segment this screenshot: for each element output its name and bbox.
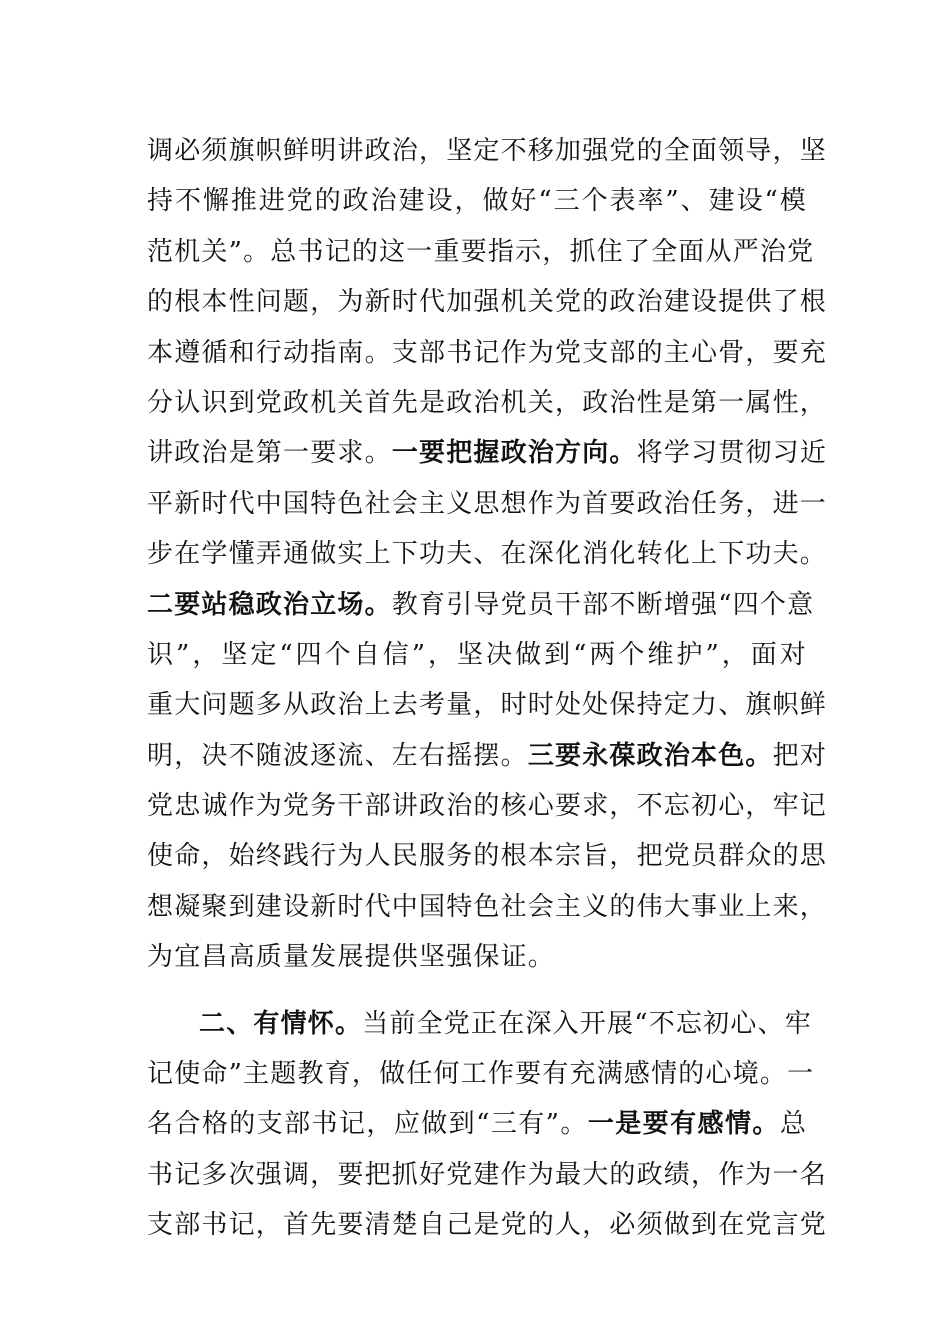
body-text [147,126,828,1251]
paragraph-line: 分认识到党政机关首先是政治机关，政治性是第一属性， [147,387,828,418]
paragraph-line: 党忠诚作为党务干部讲政治的核心要求，不忘初心，牢记 [147,791,828,822]
bold-heading: 一要把握政治方向。 [391,438,637,469]
paragraph-line: 记使命”主题教育，做任何工作要有充满感情的心境。一 [147,1059,815,1090]
plain-text: 教育引导党员干部不断增强“四个意 [391,589,815,620]
paragraph-line: 书记多次强调，要把抓好党建作为最大的政绩，作为一名 [147,1159,828,1190]
paragraph-gap [147,983,807,999]
paragraph-line: 步在学懂弄通做实上下功夫、在深化消化转化上下功夫。 [147,539,828,570]
paragraph-line: 使命，始终践行为人民服务的根本宗旨，把党员群众的思 [147,841,828,872]
section-heading: 二、有情怀。 [199,1008,363,1039]
paragraph-line: 想凝聚到建设新时代中国特色社会主义的伟大事业上来， [147,891,828,922]
paragraph-line [147,731,828,781]
paragraph-line [147,428,828,478]
bold-heading: 三要永葆政治本色。 [527,740,773,771]
paragraph-line: 持不懈推进党的政治建设，做好“三个表率”、建设“模 [147,186,807,217]
plain-text: 当前全党正在深入开展“不忘初心、牢 [362,1008,812,1039]
paragraph-line: 识”，坚定“四个自信”，坚决做到“两个维护”，面对 [147,639,807,670]
plain-text: 总 [779,1109,808,1140]
plain-text: 把对 [772,740,828,771]
plain-text: 讲政治是第一要求。 [147,438,392,469]
bold-heading: 二要站稳政治立场。 [147,589,392,620]
paragraph-line: 支部书记，首先要清楚自己是党的人，必须做到在党言党 [147,1210,828,1241]
bold-heading: 一是要有感情。 [587,1109,780,1140]
plain-text: 名合格的支部书记，应做到“三有”。 [147,1109,588,1140]
paragraph-line: 为宜昌高质量发展提供坚强保证。 [147,942,556,973]
plain-text: 明，决不随波逐流、左右摇摆。 [147,740,528,771]
paragraph-line [147,999,812,1049]
plain-text: 将学习贯彻习近 [636,438,828,469]
paragraph-line: 调必须旗帜鲜明讲政治，坚定不移加强党的全面领导，坚 [147,136,828,166]
paragraph-line: 的根本性问题，为新时代加强机关党的政治建设提供了根 [147,287,828,318]
paragraph-line: 平新时代中国特色社会主义思想作为首要政治任务，进一 [147,488,828,519]
paragraph-line: 本遵循和行动指南。支部书记作为党支部的主心骨，要充 [147,337,828,368]
paragraph-line [147,1099,807,1149]
paragraph-line [147,580,815,630]
paragraph-line: 重大问题多从政治上去考量，时时处处保持定力、旗帜鲜 [147,690,828,721]
paragraph-line: 范机关”。总书记的这一重要指示，抓住了全面从严治党 [147,236,815,267]
